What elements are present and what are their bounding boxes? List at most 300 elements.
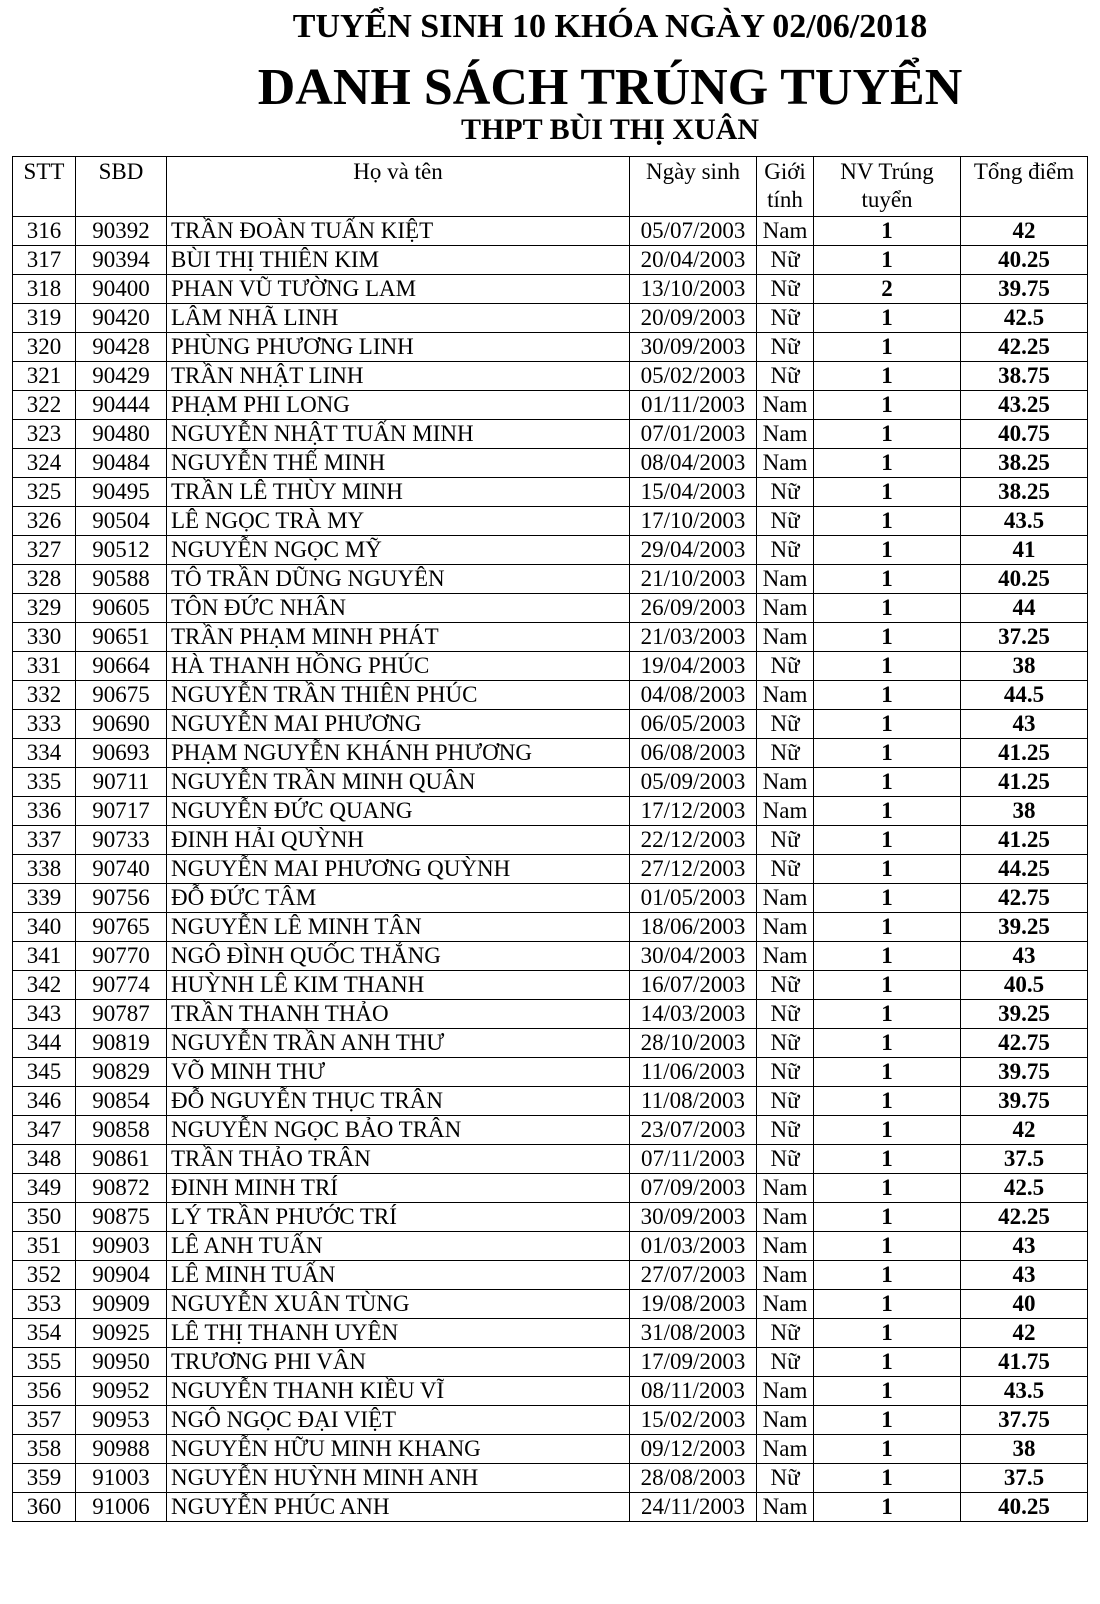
cell-stt: 325	[13, 478, 76, 507]
table-row	[13, 1406, 1088, 1435]
cell-nv: 1	[814, 420, 961, 449]
cell-gender: Nam	[757, 1232, 814, 1261]
cell-score: 39.75	[961, 1058, 1088, 1087]
cell-score: 38.25	[961, 449, 1088, 478]
cell-sbd: 90651	[76, 623, 167, 652]
table-row	[13, 1232, 1088, 1261]
cell-dob: 19/08/2003	[630, 1290, 757, 1319]
cell-name: PHẠM NGUYỄN KHÁNH PHƯƠNG	[167, 739, 630, 768]
cell-sbd: 90512	[76, 536, 167, 565]
cell-score: 38.25	[961, 478, 1088, 507]
cell-gender: Nữ	[757, 710, 814, 739]
cell-stt: 358	[13, 1435, 76, 1464]
table-row	[13, 1348, 1088, 1377]
cell-nv: 1	[814, 449, 961, 478]
cell-dob: 01/11/2003	[630, 391, 757, 420]
cell-gender: Nữ	[757, 1058, 814, 1087]
cell-name: NGUYỄN MAI PHƯƠNG	[167, 710, 630, 739]
cell-score: 40.75	[961, 420, 1088, 449]
cell-dob: 30/04/2003	[630, 942, 757, 971]
cell-nv: 1	[814, 1464, 961, 1493]
cell-name: TÔN ĐỨC NHÂN	[167, 594, 630, 623]
cell-score: 43	[961, 1232, 1088, 1261]
table-row	[13, 971, 1088, 1000]
cell-sbd: 90690	[76, 710, 167, 739]
table-row	[13, 1319, 1088, 1348]
cell-stt: 348	[13, 1145, 76, 1174]
cell-stt: 341	[13, 942, 76, 971]
cell-name: NGUYỄN NGỌC MỸ	[167, 536, 630, 565]
cell-sbd: 90392	[76, 217, 167, 246]
cell-dob: 17/12/2003	[630, 797, 757, 826]
cell-gender: Nữ	[757, 1145, 814, 1174]
cell-name: TRẦN NHẬT LINH	[167, 362, 630, 391]
cell-sbd: 90774	[76, 971, 167, 1000]
cell-name: TRẦN ĐOÀN TUẤN KIỆT	[167, 217, 630, 246]
cell-sbd: 90480	[76, 420, 167, 449]
cell-dob: 21/10/2003	[630, 565, 757, 594]
admission-table	[12, 156, 1088, 1522]
cell-stt: 330	[13, 623, 76, 652]
cell-name: TRƯƠNG PHI VÂN	[167, 1348, 630, 1377]
cell-stt: 359	[13, 1464, 76, 1493]
cell-sbd: 90787	[76, 1000, 167, 1029]
cell-dob: 28/10/2003	[630, 1029, 757, 1058]
cell-stt: 324	[13, 449, 76, 478]
cell-sbd: 90819	[76, 1029, 167, 1058]
cell-nv: 1	[814, 1319, 961, 1348]
cell-dob: 08/04/2003	[630, 449, 757, 478]
cell-stt: 328	[13, 565, 76, 594]
cell-stt: 355	[13, 1348, 76, 1377]
cell-stt: 335	[13, 768, 76, 797]
cell-nv: 1	[814, 1058, 961, 1087]
col-header-gender-line1: Giới	[764, 159, 806, 184]
cell-dob: 11/08/2003	[630, 1087, 757, 1116]
cell-dob: 01/03/2003	[630, 1232, 757, 1261]
cell-nv: 1	[814, 623, 961, 652]
exam-title: TUYỂN SINH 10 KHÓA NGÀY 02/06/2018	[292, 8, 928, 45]
cell-nv: 1	[814, 391, 961, 420]
cell-nv: 1	[814, 710, 961, 739]
cell-score: 43.5	[961, 1377, 1088, 1406]
cell-gender: Nữ	[757, 1087, 814, 1116]
cell-name: ĐỖ NGUYỄN THỤC TRÂN	[167, 1087, 630, 1116]
cell-name: HUỲNH LÊ KIM THANH	[167, 971, 630, 1000]
cell-dob: 13/10/2003	[630, 275, 757, 304]
table-row	[13, 623, 1088, 652]
cell-gender: Nữ	[757, 1116, 814, 1145]
cell-score: 42.25	[961, 1203, 1088, 1232]
cell-score: 39.75	[961, 275, 1088, 304]
cell-gender: Nam	[757, 884, 814, 913]
cell-sbd: 90950	[76, 1348, 167, 1377]
cell-score: 41.25	[961, 826, 1088, 855]
table-row	[13, 420, 1088, 449]
cell-dob: 27/12/2003	[630, 855, 757, 884]
table-row	[13, 275, 1088, 304]
table-row	[13, 1174, 1088, 1203]
cell-dob: 27/07/2003	[630, 1261, 757, 1290]
cell-nv: 1	[814, 217, 961, 246]
col-header-nv	[814, 157, 961, 217]
cell-stt: 337	[13, 826, 76, 855]
cell-gender: Nữ	[757, 536, 814, 565]
cell-name: PHAN VŨ TƯỜNG LAM	[167, 275, 630, 304]
cell-score: 42.5	[961, 1174, 1088, 1203]
table-row	[13, 681, 1088, 710]
cell-gender: Nam	[757, 449, 814, 478]
cell-stt: 346	[13, 1087, 76, 1116]
cell-gender: Nữ	[757, 507, 814, 536]
table-row	[13, 594, 1088, 623]
table-row	[13, 449, 1088, 478]
cell-name: LÊ ANH TUẤN	[167, 1232, 630, 1261]
cell-gender: Nam	[757, 217, 814, 246]
cell-score: 42	[961, 1319, 1088, 1348]
cell-nv: 1	[814, 1493, 961, 1522]
cell-name: NGÔ ĐÌNH QUỐC THẮNG	[167, 942, 630, 971]
cell-sbd: 90394	[76, 246, 167, 275]
cell-stt: 351	[13, 1232, 76, 1261]
table-row	[13, 362, 1088, 391]
cell-dob: 24/11/2003	[630, 1493, 757, 1522]
table-header	[13, 157, 1088, 217]
cell-stt: 339	[13, 884, 76, 913]
cell-score: 42.25	[961, 333, 1088, 362]
cell-sbd: 90765	[76, 913, 167, 942]
cell-gender: Nam	[757, 391, 814, 420]
cell-sbd: 90711	[76, 768, 167, 797]
cell-nv: 1	[814, 1435, 961, 1464]
table-row	[13, 565, 1088, 594]
cell-sbd: 90861	[76, 1145, 167, 1174]
cell-dob: 23/07/2003	[630, 1116, 757, 1145]
table-row	[13, 507, 1088, 536]
cell-nv: 1	[814, 913, 961, 942]
cell-sbd: 90953	[76, 1406, 167, 1435]
cell-sbd: 90903	[76, 1232, 167, 1261]
cell-sbd: 90770	[76, 942, 167, 971]
table-row	[13, 797, 1088, 826]
cell-sbd: 90733	[76, 826, 167, 855]
cell-stt: 327	[13, 536, 76, 565]
table-row	[13, 304, 1088, 333]
cell-score: 41	[961, 536, 1088, 565]
cell-score: 37.5	[961, 1145, 1088, 1174]
cell-sbd: 90495	[76, 478, 167, 507]
cell-nv: 1	[814, 884, 961, 913]
cell-dob: 26/09/2003	[630, 594, 757, 623]
table-row	[13, 1261, 1088, 1290]
cell-dob: 07/09/2003	[630, 1174, 757, 1203]
cell-nv: 1	[814, 1087, 961, 1116]
cell-name: VÕ MINH THƯ	[167, 1058, 630, 1087]
cell-nv: 1	[814, 333, 961, 362]
cell-score: 44.5	[961, 681, 1088, 710]
cell-dob: 15/04/2003	[630, 478, 757, 507]
cell-name: HÀ THANH HỒNG PHÚC	[167, 652, 630, 681]
cell-sbd: 90420	[76, 304, 167, 333]
cell-sbd: 91006	[76, 1493, 167, 1522]
cell-name: PHẠM PHI LONG	[167, 391, 630, 420]
cell-dob: 05/09/2003	[630, 768, 757, 797]
cell-gender: Nam	[757, 1203, 814, 1232]
cell-nv: 1	[814, 1029, 961, 1058]
cell-nv: 1	[814, 246, 961, 275]
cell-score: 38	[961, 797, 1088, 826]
cell-nv: 1	[814, 507, 961, 536]
cell-stt: 331	[13, 652, 76, 681]
cell-dob: 19/04/2003	[630, 652, 757, 681]
cell-gender: Nam	[757, 768, 814, 797]
cell-gender: Nữ	[757, 1029, 814, 1058]
cell-sbd: 90429	[76, 362, 167, 391]
table-row	[13, 1058, 1088, 1087]
cell-score: 44.25	[961, 855, 1088, 884]
cell-score: 41.75	[961, 1348, 1088, 1377]
cell-nv: 1	[814, 1203, 961, 1232]
cell-sbd: 90988	[76, 1435, 167, 1464]
cell-score: 43	[961, 1261, 1088, 1290]
col-header-nv-line2: tuyển	[861, 187, 913, 212]
cell-score: 38	[961, 1435, 1088, 1464]
cell-stt: 333	[13, 710, 76, 739]
cell-name: NGÔ NGỌC ĐẠI VIỆT	[167, 1406, 630, 1435]
cell-name: NGUYỄN TRẦN MINH QUÂN	[167, 768, 630, 797]
cell-gender: Nam	[757, 1174, 814, 1203]
cell-dob: 05/02/2003	[630, 362, 757, 391]
cell-nv: 1	[814, 739, 961, 768]
table-body	[13, 217, 1088, 1522]
cell-name: NGUYỄN TRẦN THIÊN PHÚC	[167, 681, 630, 710]
cell-sbd: 90872	[76, 1174, 167, 1203]
cell-nv: 1	[814, 942, 961, 971]
cell-score: 44	[961, 594, 1088, 623]
table-row	[13, 1464, 1088, 1493]
cell-gender: Nữ	[757, 1464, 814, 1493]
table-row	[13, 1435, 1088, 1464]
cell-stt: 318	[13, 275, 76, 304]
table-row	[13, 1377, 1088, 1406]
cell-gender: Nữ	[757, 855, 814, 884]
cell-sbd: 90400	[76, 275, 167, 304]
cell-sbd: 90952	[76, 1377, 167, 1406]
cell-stt: 347	[13, 1116, 76, 1145]
table-row	[13, 1203, 1088, 1232]
cell-dob: 17/10/2003	[630, 507, 757, 536]
cell-stt: 342	[13, 971, 76, 1000]
cell-stt: 349	[13, 1174, 76, 1203]
cell-gender: Nữ	[757, 1000, 814, 1029]
cell-dob: 16/07/2003	[630, 971, 757, 1000]
table-row	[13, 942, 1088, 971]
cell-nv: 1	[814, 768, 961, 797]
cell-sbd: 90675	[76, 681, 167, 710]
cell-stt: 343	[13, 1000, 76, 1029]
cell-stt: 317	[13, 246, 76, 275]
cell-name: NGUYỄN TRẦN ANH THƯ	[167, 1029, 630, 1058]
cell-dob: 07/01/2003	[630, 420, 757, 449]
cell-nv: 2	[814, 275, 961, 304]
cell-nv: 1	[814, 855, 961, 884]
cell-stt: 316	[13, 217, 76, 246]
cell-stt: 340	[13, 913, 76, 942]
cell-dob: 18/06/2003	[630, 913, 757, 942]
cell-nv: 1	[814, 1406, 961, 1435]
col-header-sbd: SBD	[76, 157, 167, 217]
cell-score: 40.25	[961, 1493, 1088, 1522]
cell-nv: 1	[814, 1261, 961, 1290]
cell-score: 43	[961, 942, 1088, 971]
cell-stt: 360	[13, 1493, 76, 1522]
col-header-gender-line2: tính	[767, 187, 803, 212]
col-header-stt: STT	[13, 157, 76, 217]
cell-stt: 354	[13, 1319, 76, 1348]
cell-nv: 1	[814, 478, 961, 507]
cell-nv: 1	[814, 1232, 961, 1261]
cell-stt: 332	[13, 681, 76, 710]
cell-dob: 01/05/2003	[630, 884, 757, 913]
cell-name: TRẦN PHẠM MINH PHÁT	[167, 623, 630, 652]
cell-gender: Nam	[757, 420, 814, 449]
cell-nv: 1	[814, 1000, 961, 1029]
col-header-score: Tổng điểm	[961, 157, 1088, 217]
cell-score: 42	[961, 1116, 1088, 1145]
cell-name: LÊ NGỌC TRÀ MY	[167, 507, 630, 536]
cell-score: 42.5	[961, 304, 1088, 333]
cell-score: 43	[961, 710, 1088, 739]
cell-gender: Nữ	[757, 1348, 814, 1377]
cell-stt: 344	[13, 1029, 76, 1058]
cell-gender: Nữ	[757, 304, 814, 333]
table-row	[13, 739, 1088, 768]
cell-name: ĐINH HẢI QUỲNH	[167, 826, 630, 855]
cell-dob: 21/03/2003	[630, 623, 757, 652]
cell-gender: Nam	[757, 1261, 814, 1290]
cell-sbd: 90904	[76, 1261, 167, 1290]
cell-dob: 15/02/2003	[630, 1406, 757, 1435]
cell-gender: Nam	[757, 1406, 814, 1435]
table-row	[13, 246, 1088, 275]
col-header-gender	[757, 157, 814, 217]
table-row	[13, 1290, 1088, 1319]
cell-stt: 352	[13, 1261, 76, 1290]
cell-score: 40.5	[961, 971, 1088, 1000]
cell-name: NGUYỄN HỮU MINH KHANG	[167, 1435, 630, 1464]
cell-name: LÊ THỊ THANH UYÊN	[167, 1319, 630, 1348]
cell-score: 40.25	[961, 565, 1088, 594]
cell-stt: 357	[13, 1406, 76, 1435]
cell-dob: 29/04/2003	[630, 536, 757, 565]
cell-stt: 319	[13, 304, 76, 333]
cell-stt: 322	[13, 391, 76, 420]
cell-score: 39.25	[961, 913, 1088, 942]
cell-gender: Nữ	[757, 739, 814, 768]
cell-dob: 30/09/2003	[630, 1203, 757, 1232]
cell-score: 42.75	[961, 1029, 1088, 1058]
cell-score: 37.25	[961, 623, 1088, 652]
cell-score: 43.25	[961, 391, 1088, 420]
cell-score: 37.75	[961, 1406, 1088, 1435]
cell-sbd: 90664	[76, 652, 167, 681]
cell-sbd: 90484	[76, 449, 167, 478]
cell-gender: Nữ	[757, 971, 814, 1000]
cell-sbd: 90693	[76, 739, 167, 768]
cell-stt: 350	[13, 1203, 76, 1232]
cell-name: NGUYỄN NHẬT TUẤN MINH	[167, 420, 630, 449]
cell-gender: Nữ	[757, 362, 814, 391]
cell-name: NGUYỄN ĐỨC QUANG	[167, 797, 630, 826]
cell-name: TRẦN THẢO TRÂN	[167, 1145, 630, 1174]
table-row	[13, 710, 1088, 739]
cell-score: 41.25	[961, 739, 1088, 768]
cell-score: 41.25	[961, 768, 1088, 797]
cell-sbd: 90854	[76, 1087, 167, 1116]
table-row	[13, 884, 1088, 913]
cell-score: 42	[961, 217, 1088, 246]
cell-stt: 356	[13, 1377, 76, 1406]
cell-name: TRẦN THANH THẢO	[167, 1000, 630, 1029]
cell-nv: 1	[814, 1377, 961, 1406]
school-name: THPT BÙI THỊ XUÂN	[460, 113, 760, 146]
cell-nv: 1	[814, 1174, 961, 1203]
cell-dob: 07/11/2003	[630, 1145, 757, 1174]
col-header-dob: Ngày sinh	[630, 157, 757, 217]
cell-score: 43.5	[961, 507, 1088, 536]
cell-sbd: 90504	[76, 507, 167, 536]
table-row	[13, 1029, 1088, 1058]
cell-sbd: 90829	[76, 1058, 167, 1087]
cell-gender: Nữ	[757, 478, 814, 507]
cell-gender: Nữ	[757, 1319, 814, 1348]
cell-name: TÔ TRẦN DŨNG NGUYÊN	[167, 565, 630, 594]
cell-score: 42.75	[961, 884, 1088, 913]
cell-stt: 320	[13, 333, 76, 362]
cell-nv: 1	[814, 1290, 961, 1319]
cell-stt: 329	[13, 594, 76, 623]
cell-gender: Nam	[757, 594, 814, 623]
cell-name: NGUYỄN XUÂN TÙNG	[167, 1290, 630, 1319]
cell-gender: Nữ	[757, 826, 814, 855]
cell-nv: 1	[814, 565, 961, 594]
cell-nv: 1	[814, 1145, 961, 1174]
cell-name: NGUYỄN THẾ MINH	[167, 449, 630, 478]
cell-nv: 1	[814, 1348, 961, 1377]
cell-name: NGUYỄN PHÚC ANH	[167, 1493, 630, 1522]
cell-sbd: 90756	[76, 884, 167, 913]
cell-sbd: 90605	[76, 594, 167, 623]
cell-name: NGUYỄN THANH KIỀU VĨ	[167, 1377, 630, 1406]
cell-nv: 1	[814, 362, 961, 391]
cell-dob: 20/04/2003	[630, 246, 757, 275]
cell-nv: 1	[814, 826, 961, 855]
cell-sbd: 90588	[76, 565, 167, 594]
cell-sbd: 90925	[76, 1319, 167, 1348]
cell-stt: 338	[13, 855, 76, 884]
cell-dob: 05/07/2003	[630, 217, 757, 246]
cell-sbd: 90858	[76, 1116, 167, 1145]
table-row	[13, 1116, 1088, 1145]
cell-nv: 1	[814, 304, 961, 333]
cell-nv: 1	[814, 797, 961, 826]
cell-score: 39.25	[961, 1000, 1088, 1029]
cell-gender: Nữ	[757, 652, 814, 681]
table-row	[13, 768, 1088, 797]
cell-gender: Nam	[757, 942, 814, 971]
cell-name: PHÙNG PHƯƠNG LINH	[167, 333, 630, 362]
cell-stt: 336	[13, 797, 76, 826]
